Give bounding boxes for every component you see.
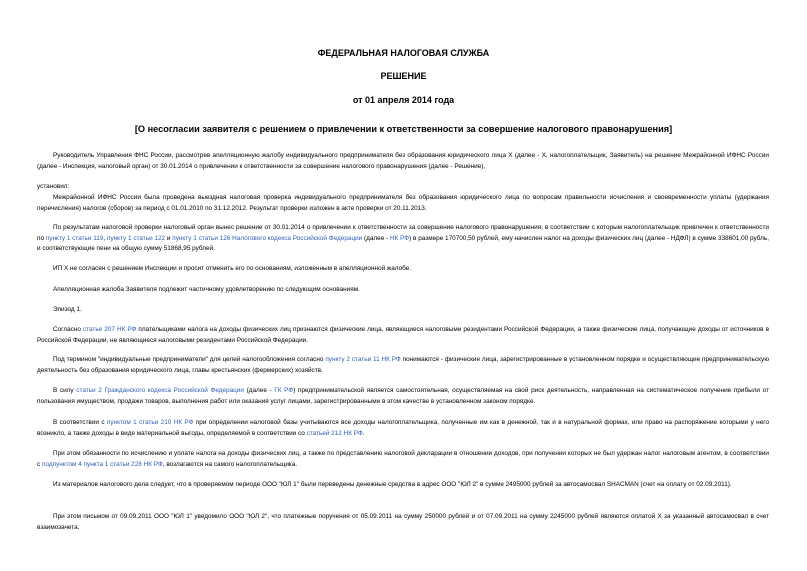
text-segment: плательщиками налога на доходы физических лиц признаются физические лица, являющиеся налоговыми резидентами Российской Федерации, а также физические лица, получающие доходы от источников в Российской Федерации, не являющиеся налоговыми резидентами Российской Федерации. [37,326,769,344]
paragraph-art207 [37,325,769,346]
link-art11[interactable]: пункту 2 статьи 11 НК РФ [325,356,401,363]
text-segment: В соответствии с [53,419,107,426]
text-segment: ) в размере 170700,50 рублей, ему начислен налог на доходы физических лиц (далее - НДФЛ) в сумме 338601,00 рубль, и соответствующие пени на общую сумму 51868,95 рублей. [37,234,769,252]
paragraph-intro: Руководитель Управления ФНС России, рассмотрев апелляционную жалобу индивидуального предпринимателя без образования юридического лица Х (далее - Х, налогоплательщик, Заявитель) на решение Межрайонной ИФНС России (далее - Инспекция, налоговый орган) от 30.01.2014 о привлечении к ответственности за совершение налогового правонарушения (далее - Решение), [37,152,769,170]
text-segment: Согласно [53,326,83,333]
paragraph-letter: При этом письмом от 09.09.2011 ООО "ЮЛ 1" уведомило ООО "ЮЛ 2", что платежные поручения от 05.09.2011 на сумму 250000 рублей и от 07.09.2011 на сумму 2245000 рублей являются оплатой Х за указанный автосамосвал в счет взаимозачета. [37,513,769,531]
link-art126[interactable]: пункту 1 статьи 126 Налогового кодекса Российской Федерации [172,234,363,242]
text-segment: понимаются - физические лица, зарегистрированные в установленном порядке и осуществляющие предпринимательскую деятельность без образования юридического лица, главы крестьянских (фермерских) хозяйств. [37,356,769,374]
document-date: от 01 апреля 2014 года [352,95,455,105]
text-segment: При этом обязанности по исчислению и уплате налога на доходы физических лиц, а также по представлению налоговой декларации в отношении доходов, при получении которых не был удержан налог налоговым агентом, в соответствии с [37,450,769,468]
text-segment: (далее - [243,387,275,394]
paragraph-disagreement: ИП Х не согласен с решением Инспекции и просит отменить его по основаниям, изложенным в апелляционной жалобе. [53,265,412,272]
paragraph-audit: Межрайонной ИФНС России была проведена выездная налоговая проверка индивидуального предпринимателя без образования юридического лица по вопросам правильности исчисления и своевременности уплаты (удержания перечисления) налогов (сборов) за период с 01.01.2010 по 31.12.2012. Результат проверки изложен в акте проверки от 20.11.2013. [37,194,769,212]
paragraph-gk-art2 [37,386,769,407]
link-nk-rf[interactable]: НК РФ [389,234,410,242]
link-gk-art2[interactable]: статьи 2 Гражданского кодекса Российской Федерации [76,387,244,394]
paragraph-audit-results [37,223,769,255]
text-segment: при определении налоговой базы учитываются все доходы налогоплательщика, полученные им как в денежной, так и в натуральной формах, или право на распоряжение которыми у него возникло, а также доходы в виде материальной выгоды, определяемой в соответствии со [37,419,769,437]
document-subject: [О несогласии заявителя с решением о привлечении к ответственности за совершение налогового правонарушения] [134,124,673,134]
text-segment: В силу [53,387,77,394]
text-segment: . [362,429,365,437]
paragraph-art11 [37,355,769,376]
link-art122[interactable]: пункту 1 статьи 122 [106,234,166,242]
document-type: РЕШЕНИЕ [380,71,427,81]
text-segment: и [165,234,173,242]
paragraph-art210 [37,418,769,439]
link-gk-rf[interactable]: ГК РФ [274,387,294,394]
link-art207[interactable]: статье 207 НК РФ [82,326,137,333]
paragraph-transfer: Из материалов налогового дела следует, что в проверяемом периоде ООО "ЮЛ 1" были переведены денежные средства в адрес ООО "ЮЛ 2" в сумме 2495000 рублей за автосамосвал SHACMAN (счет на оплату от 02.09.2011). [53,481,732,488]
text-segment: (далее - [362,234,390,242]
link-art210[interactable]: пунктом 1 статьи 210 НК РФ [106,419,194,426]
text-segment: , возлагаются на самого налогоплательщика. [162,460,298,468]
text-segment: ) предпринимательской является самостоятельная, осуществляемая на свой риск деятельность, направленная на систематическое получение прибыли от пользования имуществом, продажи товаров, выполнения работ или оказания услуг лицами, зарегистрированными в этом качестве в установленном законом порядке. [37,387,769,405]
paragraph-episode: Эпизод 1. [53,306,82,313]
agency-title: ФЕДЕРАЛЬНАЯ НАЛОГОВАЯ СЛУЖБА [317,48,490,58]
text-segment: , [103,234,107,242]
paragraph-appeal: Апелляционная жалоба Заявителя подлежит частичному удовлетворению по следующим основаниям. [53,286,360,293]
link-art228[interactable]: подпунктом 4 пункта 1 статьи 228 НК РФ [41,460,163,468]
text-segment: Под термином "индивидуальные предприниматели" для целей налогообложения согласно [53,356,326,363]
paragraph-art228 [37,449,769,470]
link-art119[interactable]: пункту 1 статьи 119 [45,234,104,242]
link-art212[interactable]: статьей 212 НК РФ [306,429,363,437]
paragraph-established: установил: [37,183,70,190]
text-segment: По результатам налоговой проверки налоговый орган вынес решение от 30.01.2014 о привлечении к ответственности за совершение налогового правонарушения, в соответствии с которым налогоплательщик привлечен к ответственности по [37,224,769,242]
